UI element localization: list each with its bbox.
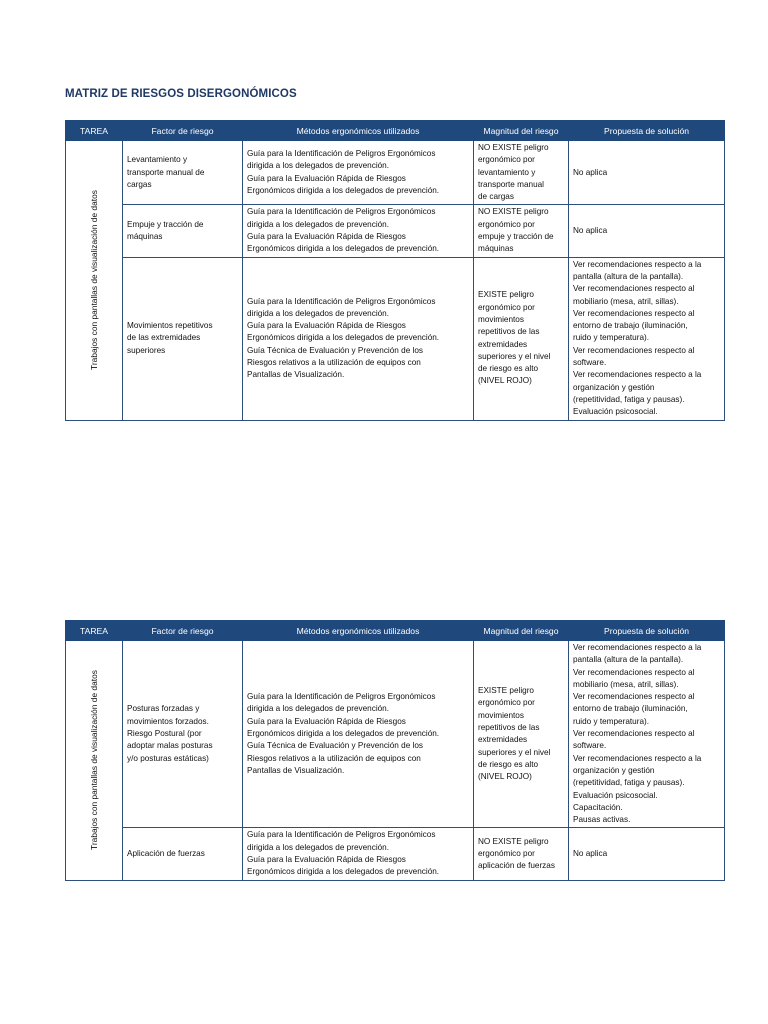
header-tarea: TAREA bbox=[66, 121, 123, 141]
metodos-cell: Guía para la Identificación de Peligros Ergonómicos dirigida a los delegados de prevención. Guía para la Evaluación Rápida de Riesgos Ergonómicos dirigida a los delegados de prevención. bbox=[243, 141, 474, 205]
table-row bbox=[66, 141, 725, 205]
document-title: MATRIZ DE RIESGOS DISERGONÓMICOS bbox=[65, 88, 297, 100]
header-factor-de-riesgo: Factor de riesgo bbox=[123, 621, 243, 641]
table-row bbox=[66, 205, 725, 257]
magnitud-cell: EXISTE peligro ergonómico por movimientos repetitivos de las extremidades superiores y el nivel de riesgo es alto (NIVEL ROJO) bbox=[474, 641, 569, 828]
metodos-cell: Guía para la Identificación de Peligros Ergonómicos dirigida a los delegados de prevención. Guía para la Evaluación Rápida de Riesgos Ergonómicos dirigida a los delegados de prevención. bbox=[243, 205, 474, 257]
table-row bbox=[66, 828, 725, 880]
metodos-cell: Guía para la Identificación de Peligros Ergonómicos dirigida a los delegados de prevención. Guía para la Evaluación Rápida de Riesgos Ergonómicos dirigida a los delegados de prevención. bbox=[243, 828, 474, 880]
propuesta-cell: No aplica bbox=[569, 141, 725, 205]
magnitud-cell: NO EXISTE peligro ergonómico por aplicación de fuerzas bbox=[474, 828, 569, 880]
header-metodos-ergonomicos: Métodos ergonómicos utilizados bbox=[243, 621, 474, 641]
risk-matrix-table-1 bbox=[65, 120, 725, 421]
table-row bbox=[66, 257, 725, 420]
table-row bbox=[66, 641, 725, 828]
factor-cell: Aplicación de fuerzas bbox=[123, 828, 243, 880]
header-magnitud-del-riesgo: Magnitud del riesgo bbox=[474, 621, 569, 641]
metodos-cell: Guía para la Identificación de Peligros Ergonómicos dirigida a los delegados de prevención. Guía para la Evaluación Rápida de Riesgos Ergonómicos dirigida a los delegados de prevención. Guía Técnica de Evaluación y Prevención de los Riesgos relativos a la utilización de equipos con Pantallas de Visualización. bbox=[243, 257, 474, 420]
table-header-row bbox=[66, 621, 725, 641]
tarea-cell bbox=[66, 141, 123, 421]
propuesta-cell: No aplica bbox=[569, 828, 725, 880]
magnitud-cell: NO EXISTE peligro ergonómico por levantamiento y transporte manual de cargas bbox=[474, 141, 569, 205]
header-tarea: TAREA bbox=[66, 621, 123, 641]
propuesta-cell: No aplica bbox=[569, 205, 725, 257]
factor-cell: Levantamiento y transporte manual de cargas bbox=[123, 141, 243, 205]
propuesta-cell: Ver recomendaciones respecto a la pantalla (altura de la pantalla). Ver recomendaciones respecto al mobiliario (mesa, atril, sillas). Ver recomendaciones respecto al entorno de trabajo (iluminación, ruido y temperatura). Ver recomendaciones respecto al software. Ver recomendaciones respecto a la organización y gestión (repetitividad, fatiga y pausas). Evaluación psicosocial. Capacitación. Pausas activas. bbox=[569, 641, 725, 828]
magnitud-cell: NO EXISTE peligro ergonómico por empuje y tracción de máquinas bbox=[474, 205, 569, 257]
factor-cell: Empuje y tracción de máquinas bbox=[123, 205, 243, 257]
tarea-label: Trabajos con pantallas de visualización de datos bbox=[88, 670, 99, 851]
tarea-cell bbox=[66, 641, 123, 881]
header-factor-de-riesgo: Factor de riesgo bbox=[123, 121, 243, 141]
tarea-label: Trabajos con pantallas de visualización de datos bbox=[88, 190, 99, 371]
metodos-cell: Guía para la Identificación de Peligros Ergonómicos dirigida a los delegados de prevención. Guía para la Evaluación Rápida de Riesgos Ergonómicos dirigida a los delegados de prevención. Guía Técnica de Evaluación y Prevención de los Riesgos relativos a la utilización de equipos con Pantallas de Visualización. bbox=[243, 641, 474, 828]
risk-matrix-table-2 bbox=[65, 620, 725, 881]
propuesta-cell: Ver recomendaciones respecto a la pantalla (altura de la pantalla). Ver recomendaciones respecto al mobiliario (mesa, atril, sillas). Ver recomendaciones respecto al entorno de trabajo (iluminación, ruido y temperatura). Ver recomendaciones respecto al software. Ver recomendaciones respecto a la organización y gestión (repetitividad, fatiga y pausas). Evaluación psicosocial. bbox=[569, 257, 725, 420]
magnitud-cell: EXISTE peligro ergonómico por movimientos repetitivos de las extremidades superiores y el nivel de riesgo es alto (NIVEL ROJO) bbox=[474, 257, 569, 420]
factor-cell: Posturas forzadas y movimientos forzados. Riesgo Postural (por adoptar malas posturas y/o posturas estáticas) bbox=[123, 641, 243, 828]
header-magnitud-del-riesgo: Magnitud del riesgo bbox=[474, 121, 569, 141]
table-header-row bbox=[66, 121, 725, 141]
header-propuesta-de-solucion: Propuesta de solución bbox=[569, 121, 725, 141]
header-propuesta-de-solucion: Propuesta de solución bbox=[569, 621, 725, 641]
factor-cell: Movimientos repetitivos de las extremidades superiores bbox=[123, 257, 243, 420]
header-metodos-ergonomicos: Métodos ergonómicos utilizados bbox=[243, 121, 474, 141]
